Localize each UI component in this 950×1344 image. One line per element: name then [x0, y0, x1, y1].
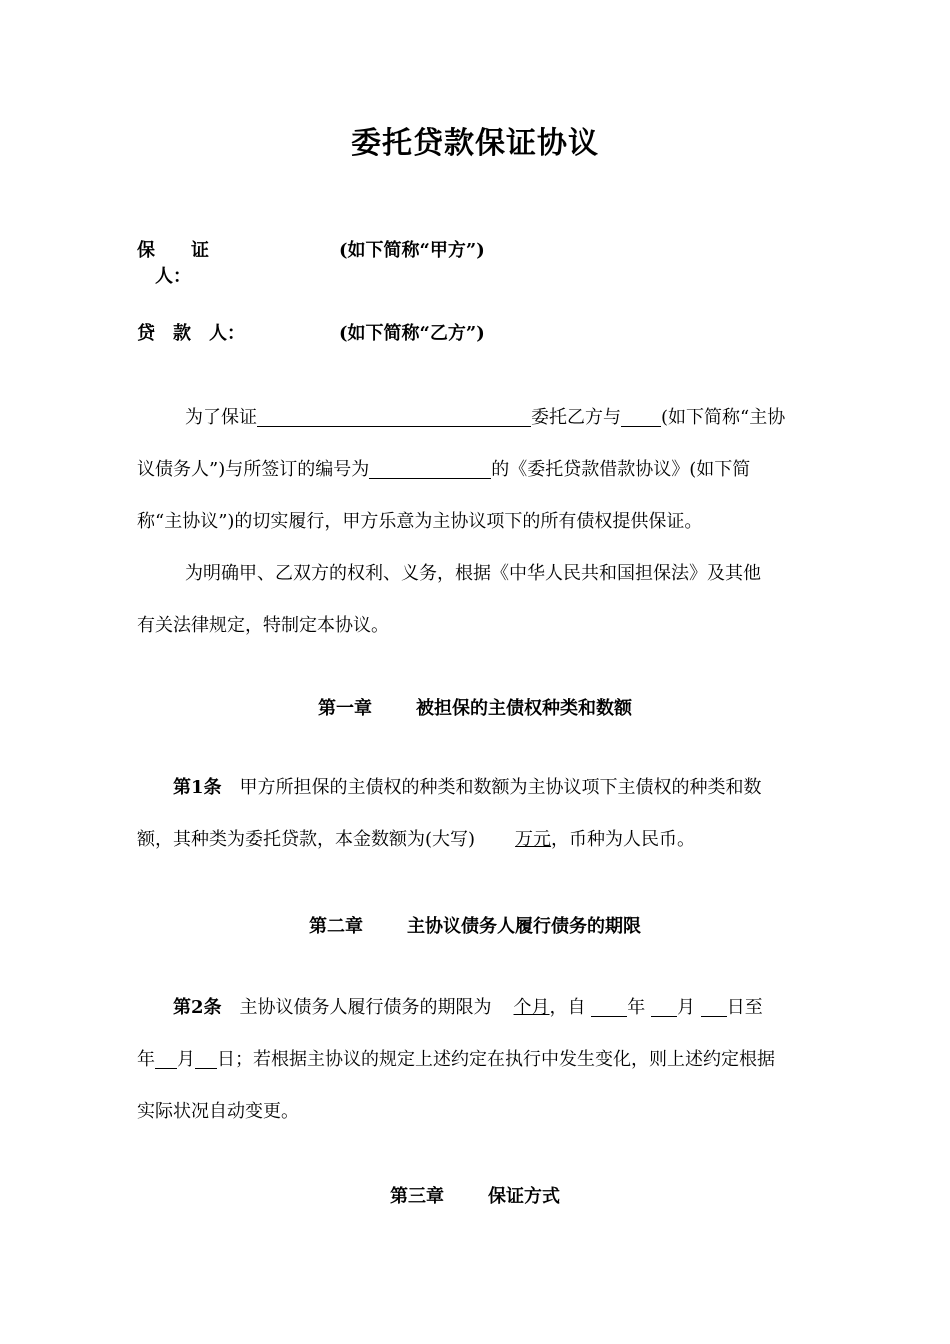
chapter-1-heading: 第一章 被担保的主债权种类和数额 — [318, 698, 632, 719]
months-blank: 个月 — [513, 997, 550, 1018]
document-title: 委托贷款保证协议 — [351, 126, 599, 161]
amount-blank: 万元 — [515, 829, 552, 850]
guarantor-label: 保 证人： — [137, 240, 209, 287]
start-day-blank — [701, 994, 727, 1017]
article-1: 第1条 甲方所担保的主债权的种类和数额为主协议项下主债权的种类和数 额，其种类为委托贷款，本金数额为(大写) 万元，币种为人民币。 — [137, 777, 762, 850]
guarantor-note: (如下简称“甲方”) — [339, 240, 485, 261]
lender-note: (如下简称“乙方”) — [339, 323, 485, 344]
party-guarantor — [137, 238, 485, 287]
end-month-blank — [155, 1046, 177, 1069]
intro-paragraph: 为了保证 委托乙方与 (如下简称“主协 议债务人”)与所签订的编号为 的《委托贷款借款协议》(如下简 称“主协议”)的切实履行，甲方乐意为主协议项下的所有债权提供保证。 为明确甲、乙双方的权利、义务，根据《中华人民共和国担保法》及其他 有关法律规定，特制定本协议。 — [137, 392, 815, 652]
debtor-name-blank — [621, 404, 661, 427]
article-2: 第2条 主协议债务人履行债务的期限为 个月，自 年 月 日至 年 月 日；若根据主协议的规定上述约定在执行中发生变化，则上述约定根据 实际状况自动变更。 — [137, 982, 815, 1138]
chapter-2-heading: 第二章 主协议债务人履行债务的期限 — [309, 916, 641, 937]
start-year-blank — [591, 994, 627, 1017]
lender-label: 贷 款 人： — [137, 323, 245, 344]
end-day-blank — [195, 1046, 217, 1069]
party-lender — [137, 321, 485, 347]
contract-number-blank — [369, 456, 491, 479]
guarantee-object-blank — [257, 404, 531, 427]
start-month-blank — [651, 994, 677, 1017]
chapter-3-heading: 第三章 保证方式 — [390, 1186, 560, 1207]
